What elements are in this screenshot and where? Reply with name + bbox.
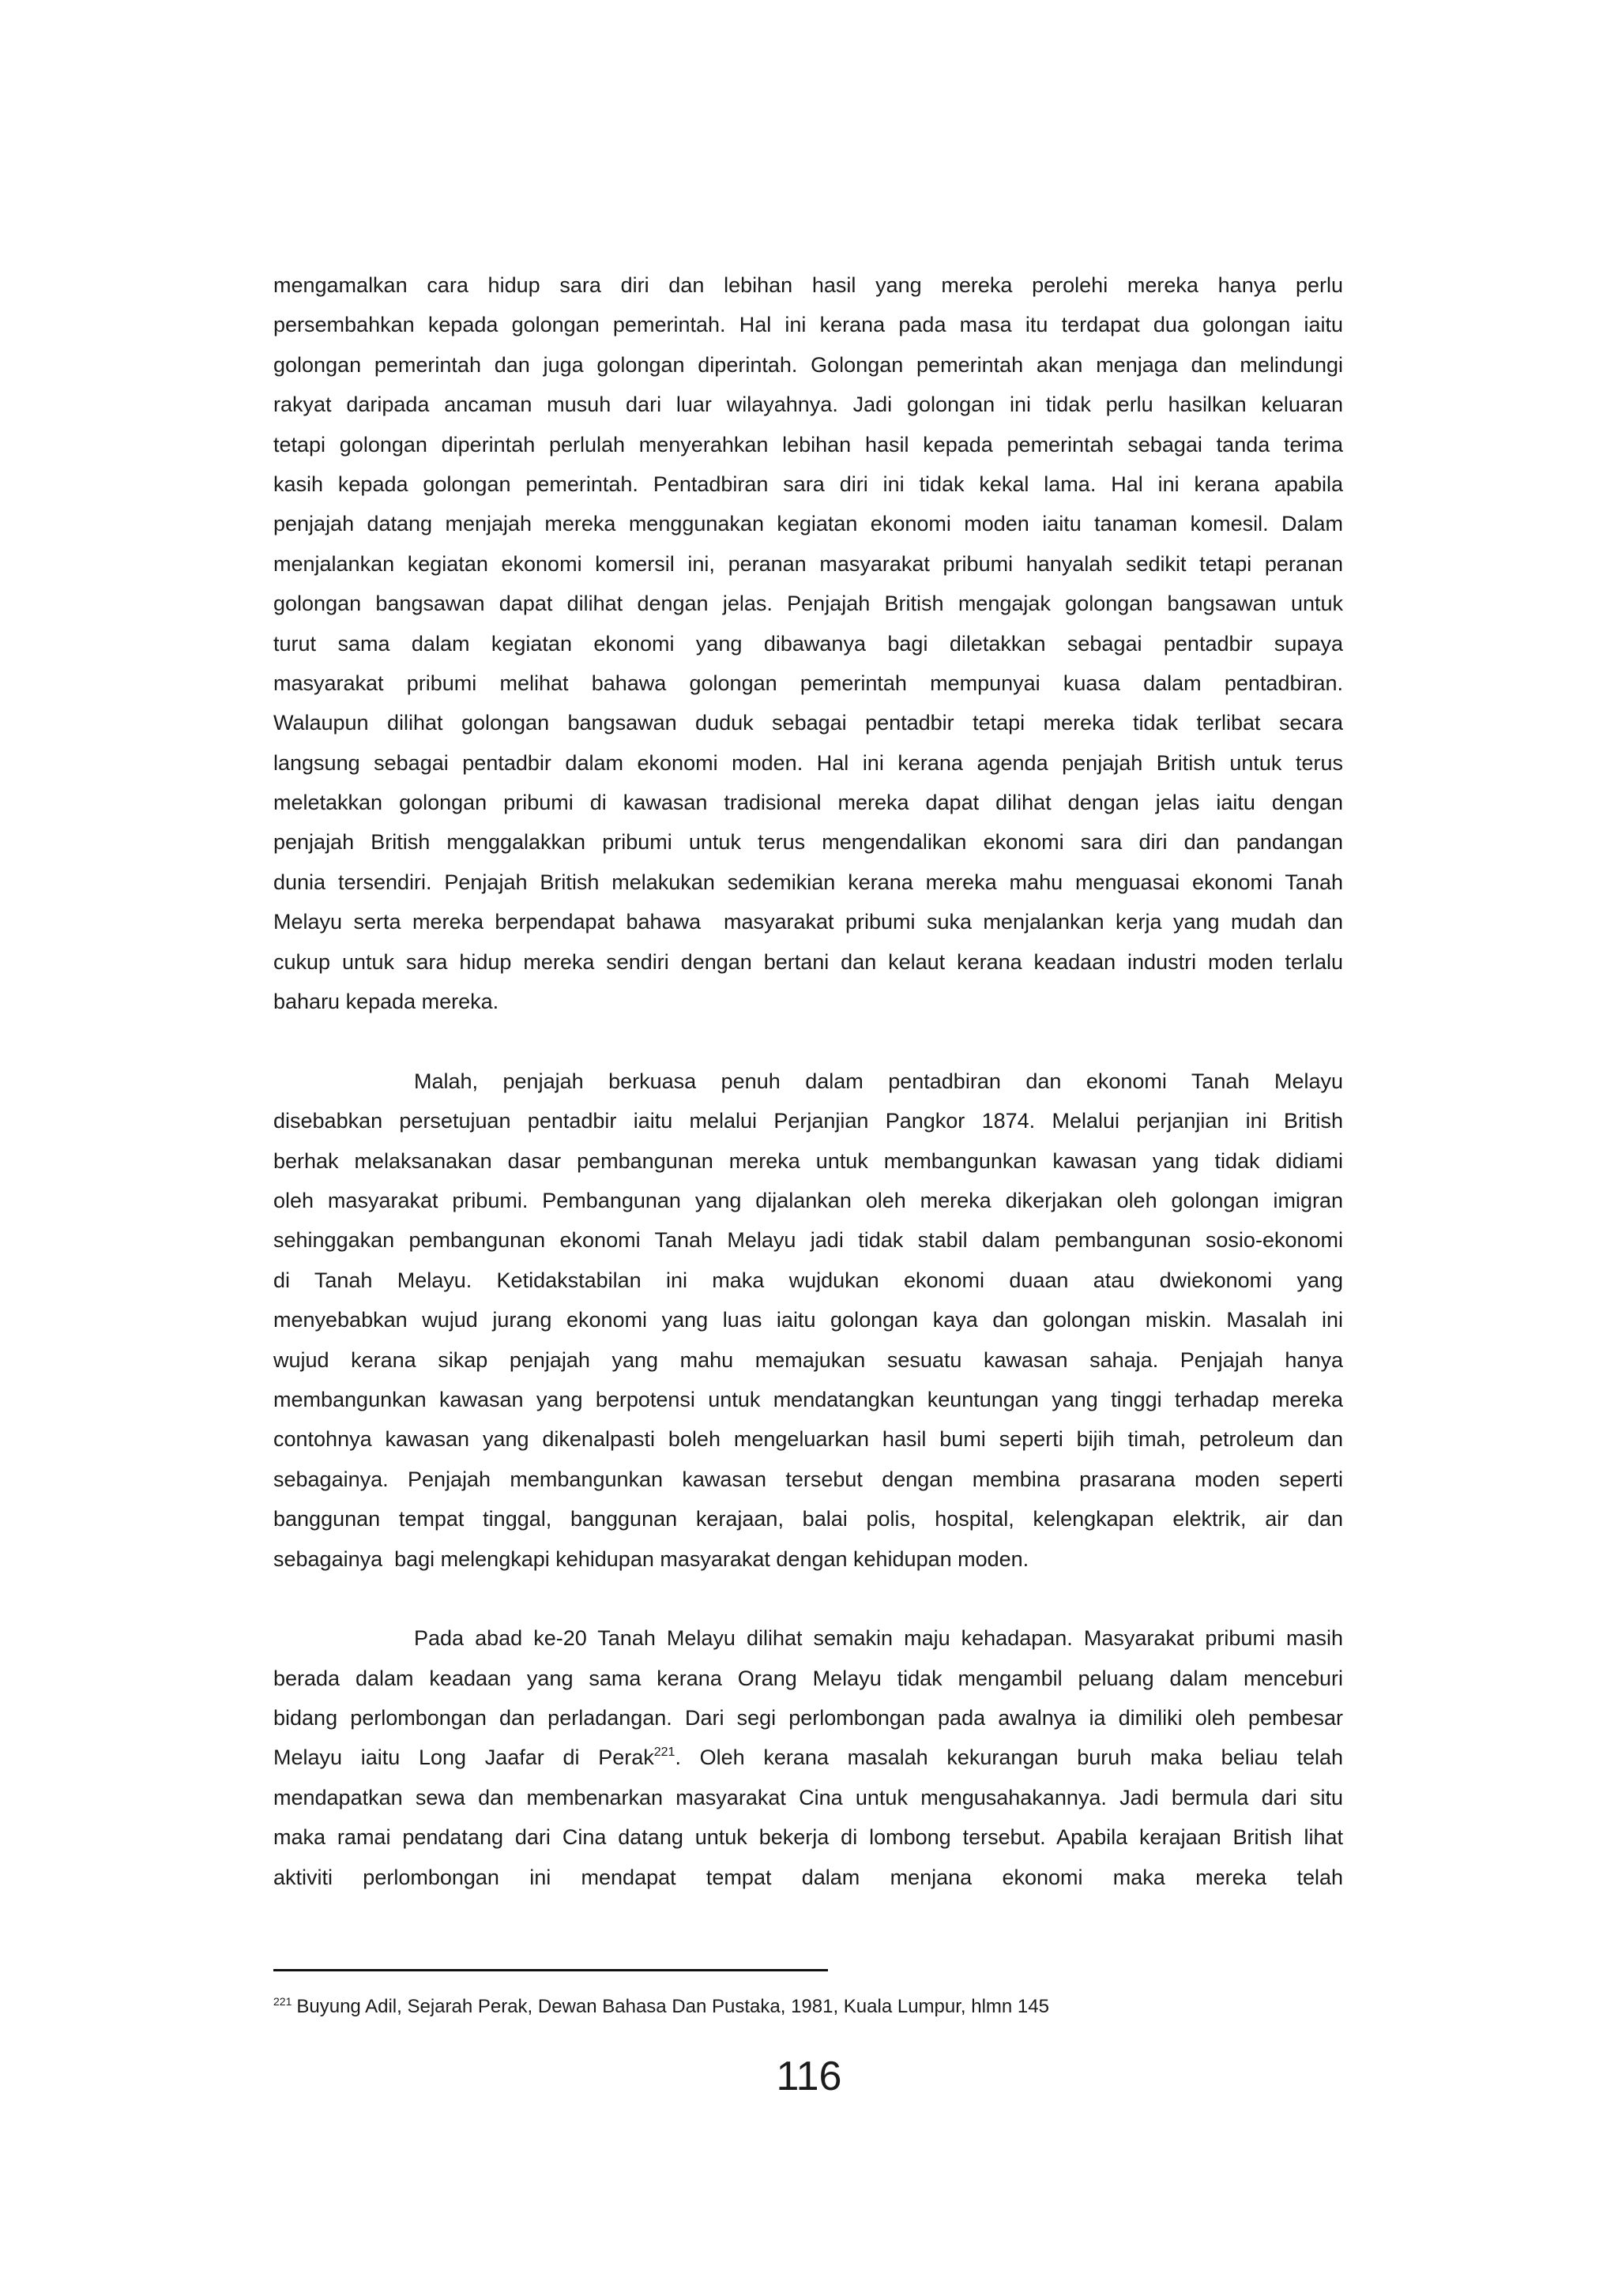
text-segment: . Oleh kerana masalah kekurangan buruh maka beliau telah [675,1745,1343,1770]
footnote-marker: 221 [273,1995,292,2008]
footnote-separator [273,1969,828,1971]
footnote [273,1995,1343,2019]
text-line: bidang perlombongan dan perladangan. Dari segi perlombongan pada awalnya ia dimiliki oleh pembesar [273,1706,1343,1730]
text-line: banggunan tempat tinggal, banggunan kerajaan, balai polis, hospital, kelengkapan elektrik, air dan [273,1507,1343,1531]
text-line: di Tanah Melayu. Ketidakstabilan ini maka wujdukan ekonomi duaan atau dwiekonomi yang [273,1268,1343,1292]
paragraph-spacer [273,1579,1343,1618]
text-line: menjalankan kegiatan ekonomi komersil ini, peranan masyarakat pribumi hanyalah sedikit tetapi peranan [273,551,1343,576]
text-line: dunia tersendiri. Penjajah British melakukan sedemikian kerana mereka mahu menguasai ekonomi Tanah [273,870,1343,894]
text-line: Pada abad ke-20 Tanah Melayu dilihat semakin maju kehadapan. Masyarakat pribumi masih [414,1626,1343,1651]
text-line: baharu kepada mereka. [273,990,499,1014]
text-segment: Melayu iaitu Long Jaafar di Perak [273,1745,654,1770]
text-line [273,1738,1343,1777]
text-line: sehinggakan pembangunan ekonomi Tanah Melayu jadi tidak stabil dalam pembangunan sosio-ekonomi [273,1228,1343,1253]
paragraph-spacer [273,1021,1343,1061]
text-line: masyarakat pribumi melihat bahawa golongan pemerintah mempunyai kuasa dalam pentadbiran. [273,671,1343,695]
footnote-reference: 221 [653,1745,675,1760]
text-line: golongan pemerintah dan juga golongan diperintah. Golongan pemerintah akan menjaga dan melindungi [273,352,1343,377]
paragraph [273,265,1343,1021]
text-line: tetapi golongan diperintah perlulah menyerahkan lebihan hasil kepada pemerintah sebagai tanda terima [273,432,1343,457]
text-line: Melayu serta mereka berpendapat bahawa masyarakat pribumi suka menjalankan kerja yang mudah dan [273,910,1343,934]
paragraph [273,1618,1343,1897]
text-line: berada dalam keadaan yang sama kerana Orang Melayu tidak mengambil peluang dalam menceburi [273,1666,1343,1690]
paragraph [273,1062,1343,1579]
text-line: rakyat daripada ancaman musuh dari luar wilayahnya. Jadi golongan ini tidak perlu hasilkan keluaran [273,393,1343,417]
text-line: meletakkan golongan pribumi di kawasan tradisional mereka dapat dilihat dengan jelas iaitu dengan [273,791,1343,815]
text-line: penjajah datang menjajah mereka menggunakan kegiatan ekonomi moden iaitu tanaman komesil. Dalam [273,512,1343,536]
text-line: disebabkan persetujuan pentadbir iaitu melalui Perjanjian Pangkor 1874. Melalui perjanjian ini British [273,1109,1343,1133]
text-line: sebagainya bagi melengkapi kehidupan masyarakat dengan kehidupan moden. [273,1546,1029,1571]
text-line: persembahkan kepada golongan pemerintah. Hal ini kerana pada masa itu terdapat dua golongan iaitu [273,313,1343,337]
text-line: membangunkan kawasan yang berpotensi untuk mendatangkan keuntungan yang tinggi terhadap mereka [273,1387,1343,1411]
text-line: wujud kerana sikap penjajah yang mahu memajukan sesuatu kawasan sahaja. Penjajah hanya [273,1347,1343,1372]
text-line: aktiviti perlombongan ini mendapat tempat dalam menjana ekonomi maka mereka telah [273,1865,1343,1889]
text-line: kasih kepada golongan pemerintah. Pentadbiran sara diri ini tidak kekal lama. Hal ini kerana apabila [273,472,1343,496]
text-line: menyebabkan wujud jurang ekonomi yang luas iaitu golongan kaya dan golongan miskin. Masalah ini [273,1308,1343,1332]
text-line: oleh masyarakat pribumi. Pembangunan yang dijalankan oleh mereka dikerjakan oleh golongan imigran [273,1188,1343,1212]
text-line: penjajah British menggalakkan pribumi untuk terus mengendalikan ekonomi sara diri dan pandangan [273,830,1343,855]
text-line: mengamalkan cara hidup sara diri dan lebihan hasil yang mereka perolehi mereka hanya perlu [273,273,1343,297]
text-line: sebagainya. Penjajah membangunkan kawasan tersebut dengan membina prasarana moden seperti [273,1467,1343,1491]
text-line: maka ramai pendatang dari Cina datang untuk bekerja di lombong tersebut. Apabila kerajaan British lihat [273,1825,1343,1850]
footnote-text: Buyung Adil, Sejarah Perak, Dewan Bahasa Dan Pustaka, 1981, Kuala Lumpur, hlmn 145 [296,1996,1049,2017]
body-text [273,265,1343,1897]
text-line: cukup untuk sara hidup mereka sendiri dengan bertani dan kelaut kerana keadaan industri moden terlalu [273,949,1343,974]
page-number: 116 [776,2054,842,2099]
text-line: berhak melaksanakan dasar pembangunan mereka untuk membangunkan kawasan yang tidak didiami [273,1148,1343,1173]
text-line: contohnya kawasan yang dikenalpasti boleh mengeluarkan hasil bumi seperti bijih timah, petroleum dan [273,1427,1343,1452]
text-line: mendapatkan sewa dan membenarkan masyarakat Cina untuk mengusahakannya. Jadi bermula dari situ [273,1785,1343,1809]
text-line: langsung sebagai pentadbir dalam ekonomi moden. Hal ini kerana agenda penjajah British untuk terus [273,750,1343,775]
text-line: Walaupun dilihat golongan bangsawan duduk sebagai pentadbir tetapi mereka tidak terlibat secara [273,711,1343,735]
text-line: Malah, penjajah berkuasa penuh dalam pentadbiran dan ekonomi Tanah Melayu [414,1069,1343,1093]
text-line: turut sama dalam kegiatan ekonomi yang dibawanya bagi diletakkan sebagai pentadbir supaya [273,631,1343,656]
text-line: golongan bangsawan dapat dilihat dengan jelas. Penjajah British mengajak golongan bangsawan untuk [273,592,1343,616]
